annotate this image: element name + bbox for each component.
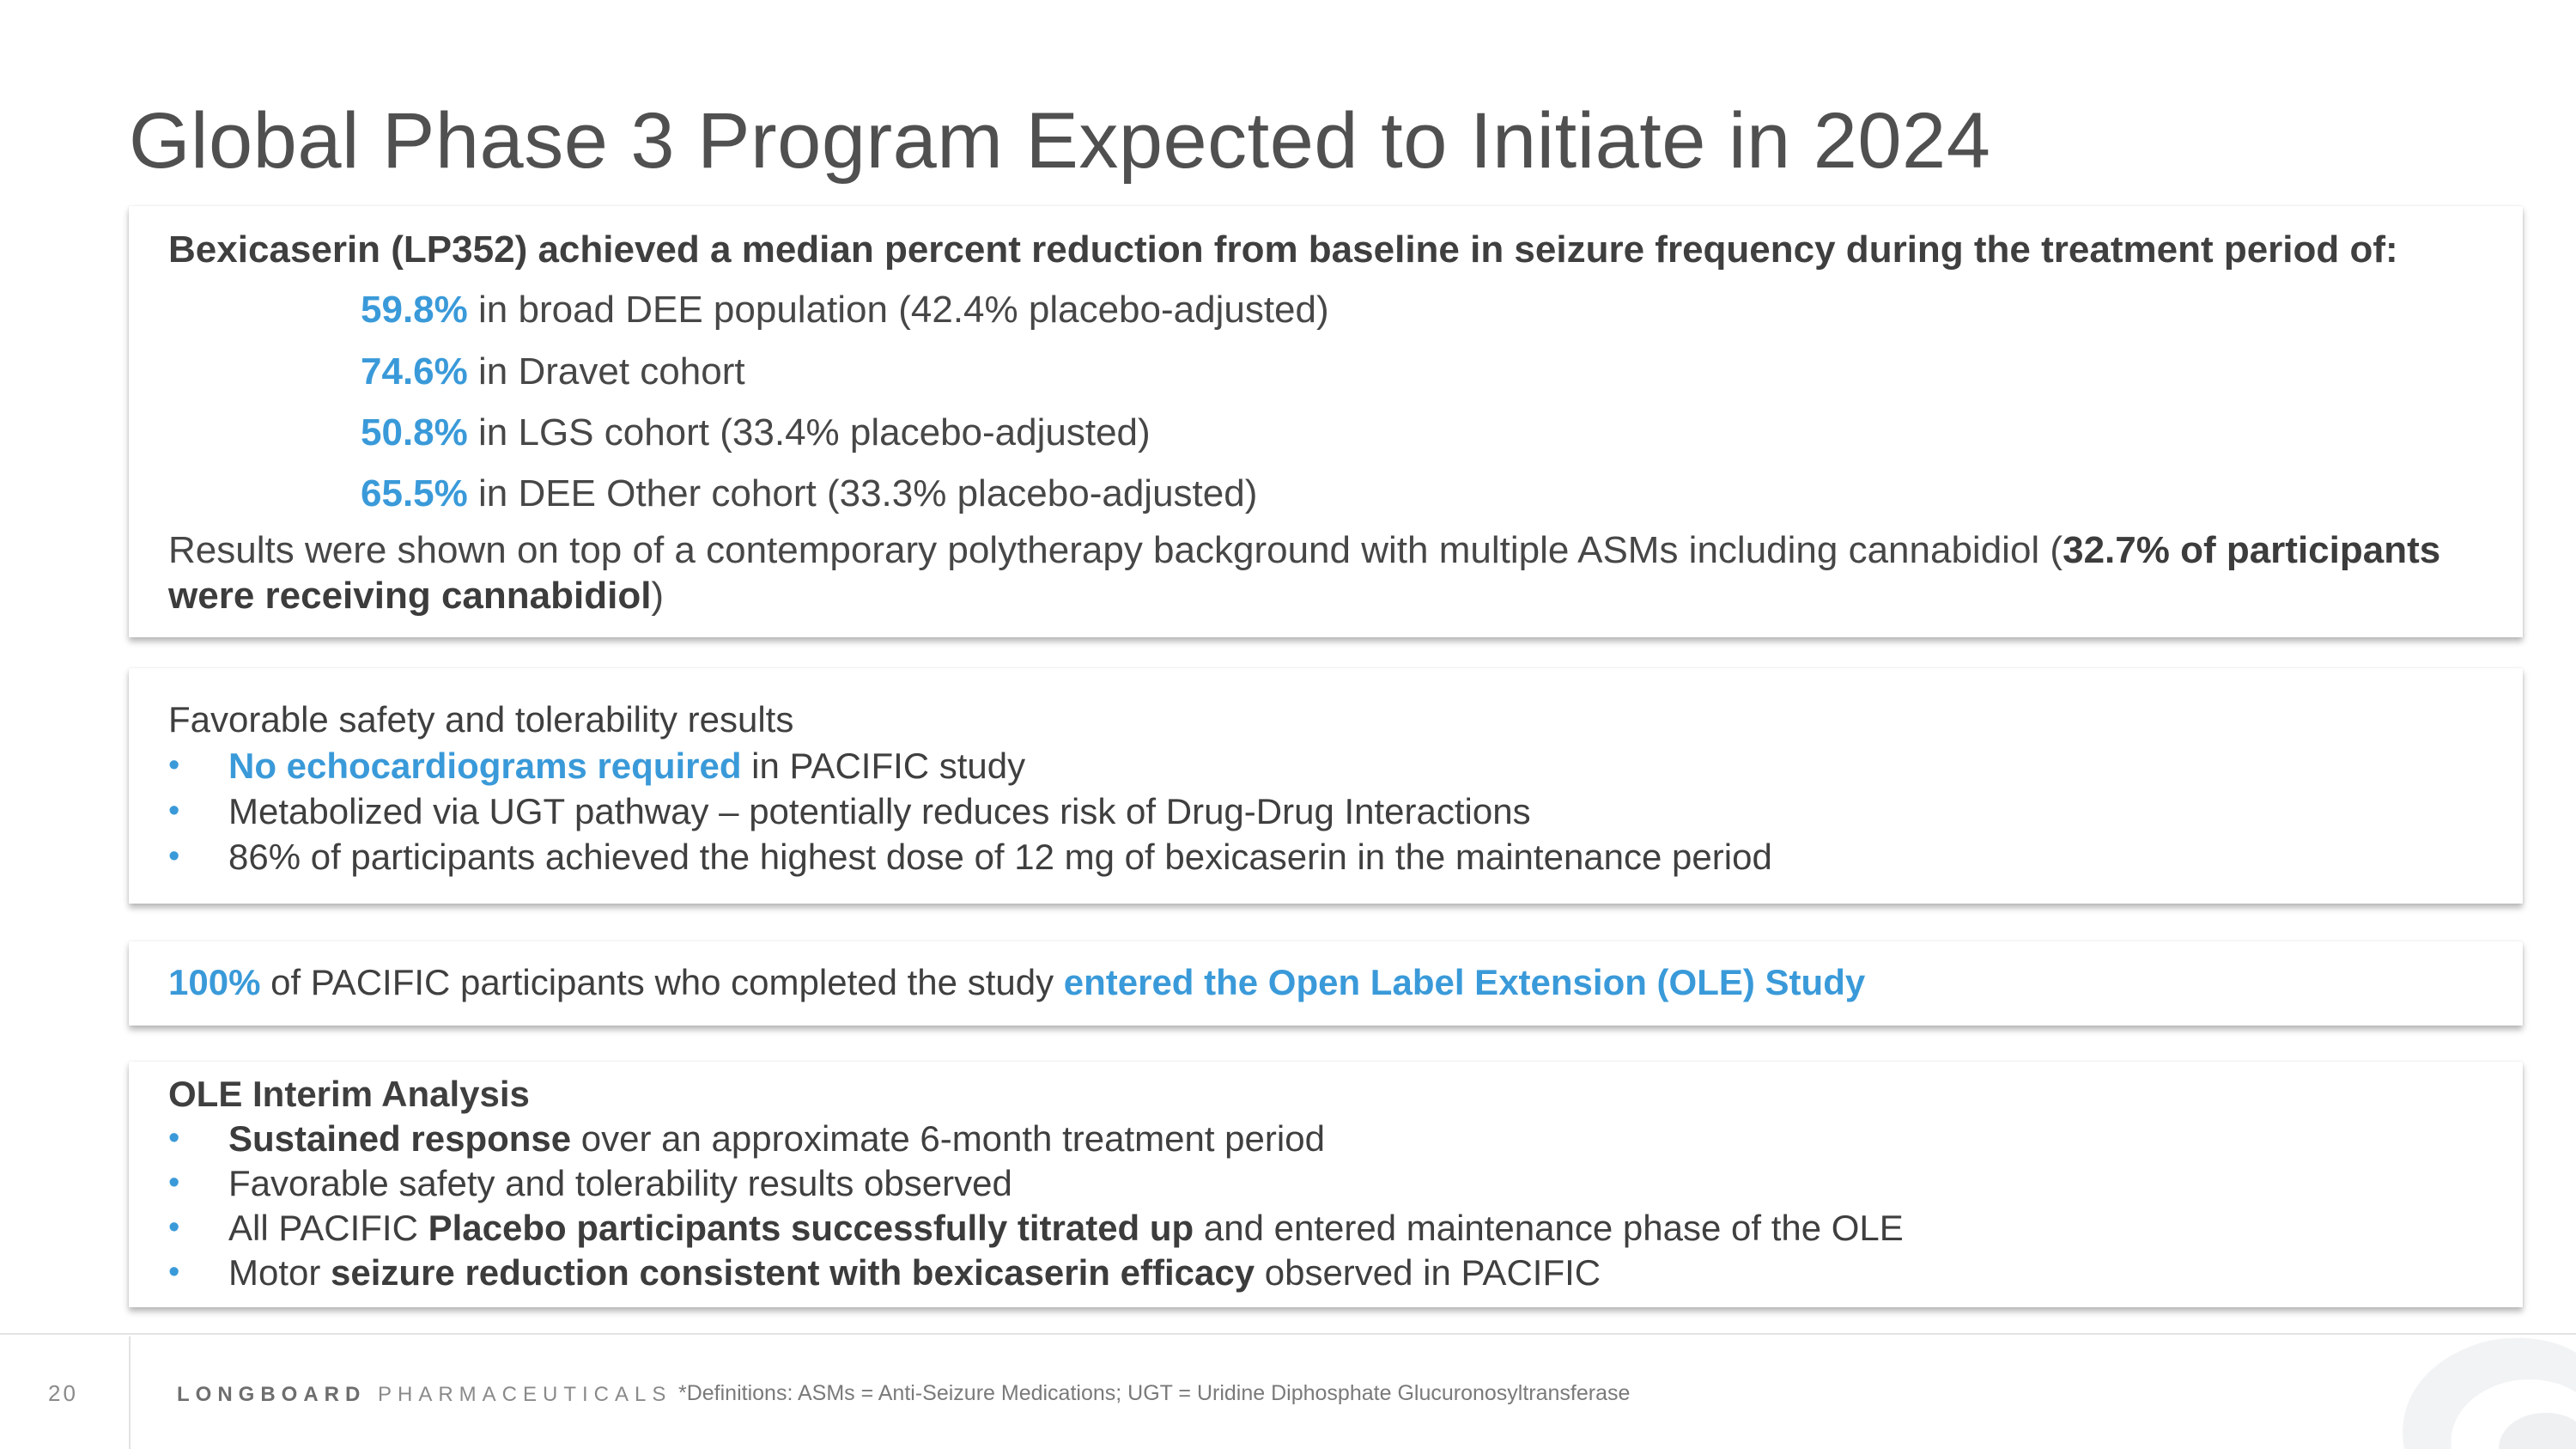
bullet-icon: • — [168, 1254, 180, 1290]
stat-value: 59.8% — [361, 289, 468, 331]
bullet-icon: • — [168, 1120, 180, 1156]
safety-heading: Favorable safety and tolerability results — [168, 699, 794, 740]
safety-item-ugt: Metabolized via UGT pathway – potentially reduces risk of Drug-Drug Interactions — [228, 791, 1531, 831]
efficacy-lead: Bexicaserin (LP352) achieved a median percent reduction from baseline in seizure frequency during the treatment period of: — [168, 228, 2398, 271]
ole-entry-pct: 100% — [168, 962, 261, 1002]
brand-wordmark — [177, 1383, 671, 1407]
stat-text: in broad DEE population (42.4% placebo-adjusted) — [478, 289, 1329, 331]
motor-pre: Motor — [228, 1252, 331, 1293]
polytherapy-close: ) — [651, 575, 665, 617]
definitions-footnote: *Definitions: ASMs = Anti-Seizure Medications; UGT = Uridine Diphosphate Glucuronosyltransferase — [678, 1381, 1631, 1405]
ole-entry-highlight: entered the Open Label Extension (OLE) Study — [1063, 962, 1866, 1002]
page-number: 20 — [48, 1380, 78, 1406]
stat-text: in Dravet cohort — [478, 350, 745, 393]
motor-bold: seizure reduction consistent with bexicaserin efficacy — [331, 1252, 1255, 1293]
safety-item-echo — [228, 746, 1025, 787]
stat-dee-other — [361, 472, 1257, 515]
ole-heading: OLE Interim Analysis — [168, 1074, 530, 1114]
footer-rule — [0, 1333, 2576, 1335]
bullet-icon: • — [168, 1209, 180, 1245]
placebo-rest: and entered maintenance phase of the OLE — [1194, 1208, 1904, 1248]
brand-bold: LONGBOARD — [177, 1383, 367, 1406]
safety-item-dose: 86% of participants achieved the highest dose of 12 mg of bexicaserin in the maintenance period — [228, 837, 1772, 877]
stat-text: in DEE Other cohort (33.3% placebo-adjusted) — [478, 472, 1258, 514]
stat-broad-dee — [361, 289, 1329, 332]
echo-rest: in PACIFIC study — [741, 746, 1026, 786]
efficacy-results-card — [129, 206, 2523, 637]
sustained-bold: Sustained response — [228, 1118, 572, 1159]
bullet-icon: • — [168, 838, 180, 874]
sustained-rest: over an approximate 6-month treatment period — [571, 1118, 1325, 1159]
polytherapy-note — [168, 527, 2487, 618]
ole-item-safety: Favorable safety and tolerability results observed — [228, 1163, 1012, 1203]
stat-dravet — [361, 350, 745, 393]
ole-item-motor — [228, 1252, 1601, 1294]
polytherapy-text: Results were shown on top of a contemporary polytherapy background with multiple ASMs including cannabidiol ( — [168, 529, 2063, 571]
echo-highlight: No echocardiograms required — [228, 746, 742, 786]
footer-divider — [129, 1336, 131, 1449]
stat-value: 74.6% — [361, 350, 468, 393]
ole-entry-text — [168, 962, 1865, 1003]
brand-rest: PHARMACEUTICALS — [366, 1383, 672, 1406]
ole-interim-card — [129, 1062, 2523, 1307]
ole-item-sustained — [228, 1118, 1325, 1160]
stat-lgs — [361, 411, 1151, 454]
page-title: Global Phase 3 Program Expected to Initiate in 2024 — [129, 97, 1991, 185]
ole-item-placebo — [228, 1208, 1904, 1249]
motor-rest: observed in PACIFIC — [1255, 1252, 1601, 1293]
stat-text: in LGS cohort (33.4% placebo-adjusted) — [478, 411, 1151, 454]
stat-value: 50.8% — [361, 411, 468, 454]
stat-value: 65.5% — [361, 472, 468, 514]
cannabidiol-stat: 32.7% of participants were receiving cannabidiol — [168, 529, 2441, 617]
ole-entry-middle: of PACIFIC participants who completed the study — [260, 962, 1064, 1002]
wave-logo-icon — [2370, 1336, 2576, 1449]
placebo-bold: Placebo participants successfully titrated up — [428, 1208, 1194, 1248]
safety-card — [129, 668, 2523, 904]
placebo-pre: All PACIFIC — [228, 1208, 428, 1248]
bullet-icon: • — [168, 747, 180, 783]
ole-entry-card — [129, 941, 2523, 1026]
bullet-icon: • — [168, 1165, 180, 1201]
bullet-icon: • — [168, 793, 180, 829]
